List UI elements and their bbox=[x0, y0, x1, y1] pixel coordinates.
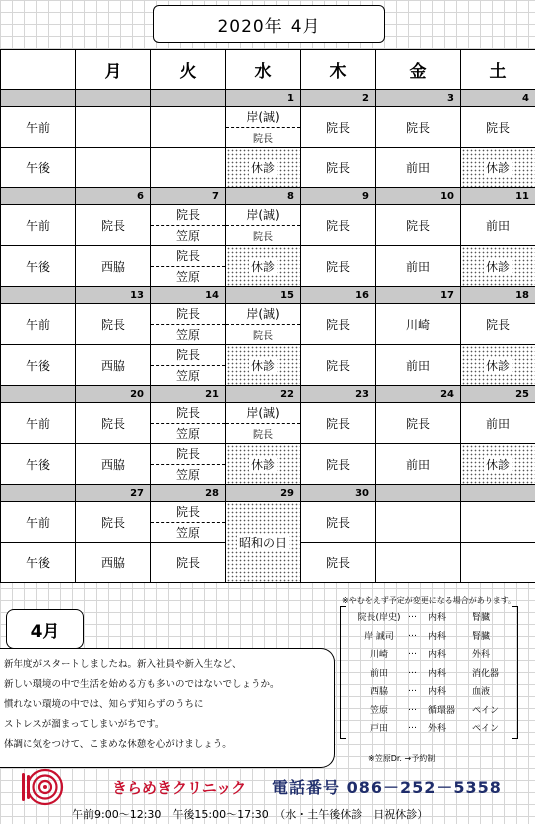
shift-cell-sat bbox=[461, 444, 535, 485]
shift-cell-fri: 前田 bbox=[376, 148, 461, 188]
shift-cell-tue bbox=[151, 403, 226, 444]
date-row bbox=[1, 287, 535, 304]
shift-cell-wed bbox=[226, 403, 301, 444]
doctor-name: 岸(誠) bbox=[226, 107, 300, 128]
shift-cell-sat: 前田 bbox=[461, 205, 535, 246]
holiday-name: 昭和の日 bbox=[238, 535, 287, 550]
doctor-name: 笠原 bbox=[175, 368, 200, 383]
date-cell-tue: 28 bbox=[151, 485, 226, 502]
am-row bbox=[1, 403, 535, 444]
doctor-name: 院長 bbox=[151, 304, 225, 325]
clinic-name: きらめきクリニック bbox=[112, 779, 247, 797]
shift-cell-sat bbox=[461, 502, 535, 543]
shift-cell-wed bbox=[226, 205, 301, 246]
change-note: ※やむをえず予定が変更になる場合があります。 bbox=[342, 596, 517, 605]
title-year: 2020年 bbox=[217, 16, 283, 37]
doctor-dots: … bbox=[408, 665, 417, 676]
shift-cell-tue bbox=[151, 246, 226, 287]
shift-cell-thu: 院長 bbox=[301, 543, 376, 583]
doctor-name: 笠原 bbox=[175, 426, 200, 441]
shift-cell-fri: 前田 bbox=[376, 246, 461, 287]
date-cell-wed: 8 bbox=[226, 188, 301, 205]
doctor-row bbox=[350, 610, 516, 623]
doctor-name: 岸(誠) bbox=[226, 304, 300, 325]
shift-cell-sat: 前田 bbox=[461, 403, 535, 444]
doctor-dots: … bbox=[408, 628, 417, 639]
shift-cell-fri: 院長 bbox=[376, 403, 461, 444]
weekday-header bbox=[1, 50, 535, 90]
shift-cell-fri: 院長 bbox=[376, 107, 461, 148]
date-row bbox=[1, 485, 535, 502]
date-cell-fri: 10 bbox=[376, 188, 461, 205]
shift-cell-thu: 院長 bbox=[301, 304, 376, 345]
date-cell-sat bbox=[461, 485, 535, 502]
date-row-label bbox=[1, 188, 76, 205]
am-label: 午前 bbox=[1, 502, 76, 543]
shift-cell-thu: 院長 bbox=[301, 148, 376, 188]
am-row bbox=[1, 304, 535, 345]
message-box bbox=[0, 648, 335, 768]
pm-label: 午後 bbox=[1, 246, 76, 287]
closed-label: 休診 bbox=[485, 161, 510, 175]
doctor-name: 笠原 bbox=[175, 228, 200, 243]
shift-cell-sat: 院長 bbox=[461, 107, 535, 148]
doctor-spec: 腎臓 bbox=[472, 631, 491, 642]
shift-cell-fri: 川崎 bbox=[376, 304, 461, 345]
dow-tue: 火 bbox=[151, 50, 226, 90]
date-cell-thu: 30 bbox=[301, 485, 376, 502]
shift-cell-fri: 前田 bbox=[376, 345, 461, 386]
date-cell-sat: 4 bbox=[461, 90, 535, 107]
date-cell-thu: 9 bbox=[301, 188, 376, 205]
phone-number: 電話番号 086－252－5358 bbox=[272, 778, 502, 797]
shift-cell-tue: 院長 bbox=[151, 543, 226, 583]
reservation-note: ※笠原Dr. →予約制 bbox=[368, 754, 436, 763]
shift-cell-wed bbox=[226, 345, 301, 386]
pm-label: 午後 bbox=[1, 148, 76, 188]
month-label: 4月 bbox=[6, 609, 84, 649]
doctor-name: 笠原 bbox=[175, 269, 200, 284]
date-cell-mon: 6 bbox=[76, 188, 151, 205]
am-row bbox=[1, 502, 535, 543]
doctor-row bbox=[350, 703, 516, 716]
date-cell-fri: 3 bbox=[376, 90, 461, 107]
shift-cell-mon bbox=[76, 148, 151, 188]
doctor-name: 院長 bbox=[151, 246, 225, 267]
closed-label: 休診 bbox=[250, 358, 275, 373]
date-row-label bbox=[1, 386, 76, 403]
doctor-row bbox=[350, 684, 516, 697]
shift-cell-mon: 院長 bbox=[76, 403, 151, 444]
shift-cell-thu: 院長 bbox=[301, 403, 376, 444]
shift-cell-mon: 西脇 bbox=[76, 345, 151, 386]
doctor-name: 笠原 bbox=[175, 327, 200, 342]
closed-label: 休診 bbox=[485, 259, 510, 274]
doctor-name: 院長 bbox=[151, 403, 225, 424]
shift-cell-fri: 前田 bbox=[376, 444, 461, 485]
date-cell-thu: 23 bbox=[301, 386, 376, 403]
shift-cell-fri bbox=[376, 543, 461, 583]
date-cell-thu: 16 bbox=[301, 287, 376, 304]
pm-row bbox=[1, 246, 535, 287]
doctor-dept: 内科 bbox=[428, 687, 447, 697]
doctor-name: 笠原 bbox=[175, 525, 200, 540]
shift-cell-thu: 院長 bbox=[301, 107, 376, 148]
shift-cell-thu: 院長 bbox=[301, 502, 376, 543]
date-cell-wed: 22 bbox=[226, 386, 301, 403]
doctor-dots: … bbox=[408, 702, 417, 713]
date-row bbox=[1, 386, 535, 403]
dow-sat: 土 bbox=[461, 50, 535, 90]
pm-label: 午後 bbox=[1, 345, 76, 386]
doctor-name: 岸(誠) bbox=[226, 205, 300, 226]
doctor-name: 院長 bbox=[151, 444, 225, 465]
calendar-title bbox=[153, 5, 385, 43]
doctor-spec: 腎臓 bbox=[472, 613, 491, 623]
closed-label: 休診 bbox=[250, 457, 275, 472]
shift-cell-wed bbox=[226, 304, 301, 345]
doctor-spec: 消化器 bbox=[472, 668, 500, 679]
shift-cell-sat bbox=[461, 246, 535, 287]
doctor-dots: … bbox=[408, 684, 417, 694]
date-cell-sat: 18 bbox=[461, 287, 535, 304]
doctor-name: 院長 bbox=[253, 231, 273, 243]
doctor-spec: ペイン bbox=[472, 705, 500, 716]
title-month: 4月 bbox=[290, 16, 321, 37]
shift-cell-tue bbox=[151, 345, 226, 386]
shift-cell-wed bbox=[226, 107, 301, 148]
am-label: 午前 bbox=[1, 304, 76, 345]
shift-cell-sat bbox=[461, 543, 535, 583]
date-cell-tue: 7 bbox=[151, 188, 226, 205]
shift-cell-wed bbox=[226, 444, 301, 485]
shift-cell-tue bbox=[151, 107, 226, 148]
date-row bbox=[1, 90, 535, 107]
doctor-name: 院長 bbox=[151, 502, 225, 523]
shift-cell-thu: 院長 bbox=[301, 205, 376, 246]
doctor-row bbox=[350, 666, 516, 679]
doctor-name: 院長 bbox=[151, 205, 225, 226]
pm-row bbox=[1, 345, 535, 386]
corner-cell bbox=[1, 50, 76, 90]
doctor-row bbox=[350, 721, 516, 734]
doctor-spec: ペイン bbox=[472, 724, 500, 734]
date-cell-mon bbox=[76, 90, 151, 107]
doctor-dots: … bbox=[408, 721, 417, 731]
pm-label: 午後 bbox=[1, 444, 76, 485]
doctor-dept: 内科 bbox=[428, 668, 447, 679]
shift-cell-fri bbox=[376, 502, 461, 543]
shift-cell-mon bbox=[76, 107, 151, 148]
dow-wed: 水 bbox=[226, 50, 301, 90]
am-label: 午前 bbox=[1, 107, 76, 148]
message-line: 体調に気をつけて、こまめな休憩を心がけましょう。 bbox=[4, 739, 232, 750]
shift-cell-thu: 院長 bbox=[301, 246, 376, 287]
am-row bbox=[1, 205, 535, 246]
doctor-name: 院長 bbox=[253, 133, 273, 145]
dow-thu: 木 bbox=[301, 50, 376, 90]
bracket-left bbox=[340, 606, 346, 739]
pm-row bbox=[1, 148, 535, 188]
opening-hours: 午前9:00～12:30 午後15:00～17:30 （水・土午後休診 日祝休診） bbox=[72, 808, 429, 821]
doctor-dept: 循環器 bbox=[428, 705, 456, 716]
shift-cell-sat: 院長 bbox=[461, 304, 535, 345]
shift-cell-mon: 西脇 bbox=[76, 444, 151, 485]
closed-label: 休診 bbox=[250, 259, 275, 274]
schedule-table bbox=[0, 49, 535, 583]
date-cell-tue bbox=[151, 90, 226, 107]
doctor-spec: 血液 bbox=[472, 687, 491, 697]
doctor-dots: … bbox=[408, 610, 417, 620]
am-label: 午前 bbox=[1, 205, 76, 246]
date-row-label bbox=[1, 485, 76, 502]
pm-label: 午後 bbox=[1, 543, 76, 583]
shift-cell-mon: 院長 bbox=[76, 205, 151, 246]
shift-cell-fri: 院長 bbox=[376, 205, 461, 246]
doctor-dots: … bbox=[408, 647, 417, 657]
shift-cell-tue bbox=[151, 304, 226, 345]
shift-cell-mon: 西脇 bbox=[76, 543, 151, 583]
am-row bbox=[1, 107, 535, 148]
closed-label: 休診 bbox=[250, 161, 275, 175]
doctor-name: 西脇 bbox=[369, 687, 388, 697]
shift-cell-sat bbox=[461, 148, 535, 188]
doctor-name: 院長 bbox=[151, 345, 225, 366]
date-row-label bbox=[1, 287, 76, 304]
date-cell-fri: 24 bbox=[376, 386, 461, 403]
closed-label: 休診 bbox=[485, 358, 510, 373]
doctor-name: 院長 bbox=[253, 330, 273, 342]
am-label: 午前 bbox=[1, 403, 76, 444]
shift-cell-tue bbox=[151, 502, 226, 543]
clinic-logo-icon bbox=[18, 768, 64, 806]
doctor-dept: 内科 bbox=[428, 650, 447, 660]
shift-cell-tue bbox=[151, 148, 226, 188]
date-cell-mon: 13 bbox=[76, 287, 151, 304]
shift-cell-thu: 院長 bbox=[301, 345, 376, 386]
date-cell-wed: 15 bbox=[226, 287, 301, 304]
doctor-name: 院長 bbox=[253, 429, 273, 441]
message-line: ストレスが溜まってしまいがちです。 bbox=[4, 719, 165, 730]
pm-row bbox=[1, 444, 535, 485]
doctor-name: 岸(誠) bbox=[226, 403, 300, 424]
shift-cell-tue bbox=[151, 444, 226, 485]
doctor-dept: 内科 bbox=[428, 613, 447, 623]
shift-cell-wed bbox=[226, 246, 301, 287]
shift-cell-mon: 院長 bbox=[76, 304, 151, 345]
doctor-dept: 内科 bbox=[428, 631, 447, 642]
message-line: 新年度がスタートしましたね。新入社員や新入生など、 bbox=[4, 659, 242, 670]
doctor-row bbox=[350, 647, 516, 660]
shift-cell-mon: 西脇 bbox=[76, 246, 151, 287]
date-cell-fri bbox=[376, 485, 461, 502]
doctor-row bbox=[350, 629, 516, 642]
doctor-name: 院長(岸史) bbox=[357, 613, 401, 623]
shift-cell-wed bbox=[226, 148, 301, 188]
message-line: 新しい環境の中で生活を始める方も多いのではないでしょうか。 bbox=[4, 679, 280, 690]
doctor-name: 川崎 bbox=[369, 650, 388, 660]
shift-cell-thu: 院長 bbox=[301, 444, 376, 485]
date-cell-sat: 25 bbox=[461, 386, 535, 403]
date-cell-fri: 17 bbox=[376, 287, 461, 304]
date-cell-sat: 11 bbox=[461, 188, 535, 205]
date-cell-mon: 27 bbox=[76, 485, 151, 502]
shift-cell-mon: 院長 bbox=[76, 502, 151, 543]
shift-cell-sat bbox=[461, 345, 535, 386]
doctor-dept: 外科 bbox=[428, 724, 447, 734]
date-cell-tue: 14 bbox=[151, 287, 226, 304]
date-cell-thu: 2 bbox=[301, 90, 376, 107]
date-cell-wed: 1 bbox=[226, 90, 301, 107]
doctor-name: 前田 bbox=[369, 668, 388, 679]
doctor-name: 岸 誠司 bbox=[364, 631, 394, 642]
doctor-list bbox=[340, 606, 518, 739]
message-line: 慣れない環境の中では、知らず知らずのうちに bbox=[4, 699, 204, 710]
doctor-name: 笠原 bbox=[175, 467, 200, 482]
dow-fri: 金 bbox=[376, 50, 461, 90]
dow-mon: 月 bbox=[76, 50, 151, 90]
closed-label: 休診 bbox=[485, 457, 510, 472]
doctor-spec: 外科 bbox=[472, 650, 491, 660]
date-row bbox=[1, 188, 535, 205]
shift-cell-tue bbox=[151, 205, 226, 246]
date-row-label bbox=[1, 90, 76, 107]
date-cell-mon: 20 bbox=[76, 386, 151, 403]
date-cell-tue: 21 bbox=[151, 386, 226, 403]
date-cell-wed: 29 bbox=[226, 485, 301, 502]
doctor-name: 戸田 bbox=[369, 724, 388, 734]
shift-cell-wed bbox=[226, 502, 301, 583]
doctor-name: 笠原 bbox=[369, 705, 388, 716]
